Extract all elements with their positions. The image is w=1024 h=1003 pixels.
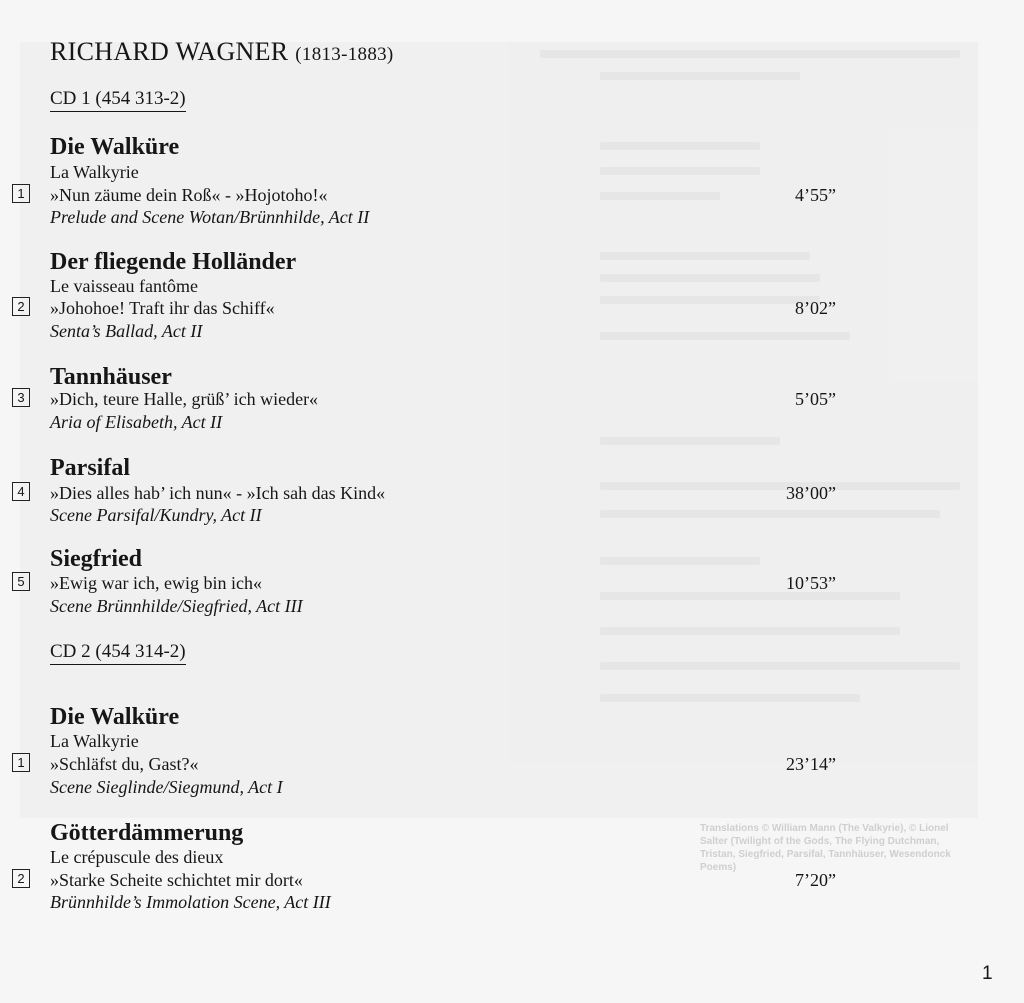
track-duration: 8’02” [795,298,836,318]
work-subtitle: Le crépuscule des dieux [50,847,224,867]
work-title: Die Walküre [50,704,180,730]
track-number: 5 [12,572,30,591]
track-description: Senta’s Ballad, Act II [50,321,203,341]
track-duration: 38’00” [786,483,836,503]
track-number: 1 [12,753,30,772]
work-subtitle: La Walkyrie [50,731,139,751]
work-title: Der fliegende Holländer [50,249,297,275]
track-duration: 10’53” [786,573,836,593]
work-title: Die Walküre [50,134,180,160]
work-title: Tannhäuser [50,364,172,390]
work-title: Parsifal [50,455,130,481]
track-excerpt: »Johohoe! Traft ihr das Schiff« [50,298,275,318]
track-duration: 23’14” [786,754,836,774]
track-description: Scene Sieglinde/Siegmund, Act I [50,777,283,797]
composer-heading [50,37,394,67]
track-number: 3 [12,388,30,407]
work-subtitle: La Walkyrie [50,162,139,182]
track-number: 1 [12,184,30,203]
track-excerpt: »Schläfst du, Gast?« [50,754,199,774]
track-excerpt: »Dies alles hab’ ich nun« - »Ich sah das Kind« [50,483,386,503]
work-title: Götterdämmerung [50,820,244,846]
track-excerpt: »Ewig war ich, ewig bin ich« [50,573,262,593]
track-duration: 4’55” [795,185,836,205]
track-excerpt: »Nun zäume dein Roß« - »Hojotoho!« [50,185,328,205]
track-number: 4 [12,482,30,501]
track-number: 2 [12,869,30,888]
track-excerpt: »Dich, teure Halle, grüß’ ich wieder« [50,389,319,409]
track-excerpt: »Starke Scheite schichtet mir dort« [50,870,303,890]
track-description: Scene Brünnhilde/Siegfried, Act III [50,596,303,616]
track-description: Scene Parsifal/Kundry, Act II [50,505,262,525]
track-description: Prelude and Scene Wotan/Brünnhilde, Act II [50,207,370,227]
page-number: 1 [982,963,993,984]
work-title: Siegfried [50,546,142,572]
work-subtitle: Le vaisseau fantôme [50,276,198,296]
track-description: Aria of Elisabeth, Act II [50,412,223,432]
track-duration: 7’20” [795,870,836,890]
track-number: 2 [12,297,30,316]
cd2-heading: CD 2 (454 314-2) [50,641,186,665]
composer-name: RICHARD WAGNER [50,37,289,66]
track-description: Brünnhilde’s Immolation Scene, Act III [50,892,331,912]
composer-years: (1813-1883) [295,44,394,65]
translation-credit: Translations © William Mann (The Valkyrie), © Lionel Salter (Twilight of the Gods, The Flying Dutchman, Tristan, Siegfried, Parsifal, Tannhäuser, Wesendonck Poems) [700,823,951,873]
cd1-heading: CD 1 (454 313-2) [50,88,186,112]
track-duration: 5’05” [795,389,836,409]
